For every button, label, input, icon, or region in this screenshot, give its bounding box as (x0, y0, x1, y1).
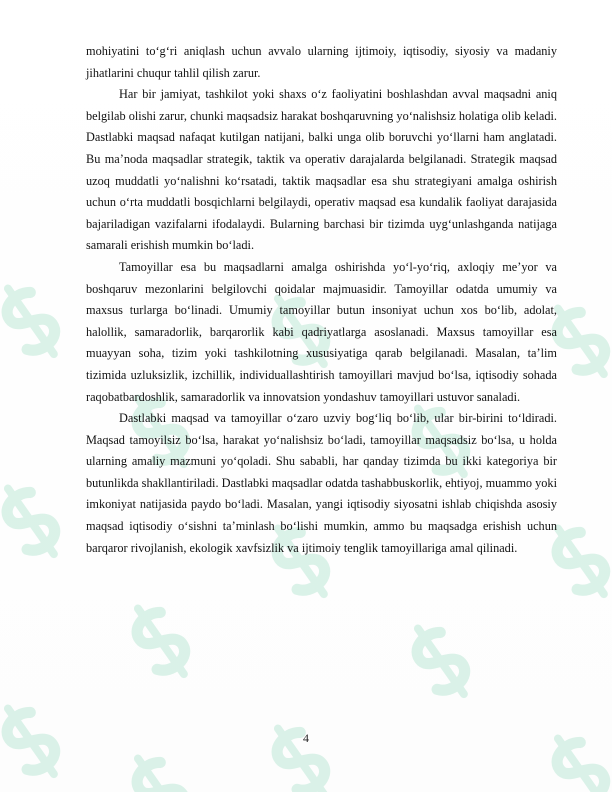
dollar-sign-watermark-icon (122, 599, 197, 685)
document-body (86, 41, 557, 559)
dollar-sign-watermark-icon (0, 479, 67, 565)
page-number: 4 (303, 731, 309, 745)
dollar-sign-watermark-icon (122, 749, 197, 792)
paragraph-1: mohiyatini to‘g‘ri aniqlash uchun avvalo ularning ijtimoiy, iqtisodiy, siyosiy va madaniy jihatlarini chuqur tahlil qilish zarur. (86, 44, 557, 80)
paragraph-3: Tamoyillar esa bu maqsadlarni amalga oshirishda yo‘l-yo‘riq, axloqiy me’yor va boshqaruv mezonlarini belgilovchi qoidalar majmuasidir. Tamoyillar odatda umumiy va maxsus turlarga bo‘linadi. Umumiy tamoyillar butun insoniyat uchun xos bo‘lib, adolat, halollik, samaradorlik, barqarorlik kabi qadriyatlarga asoslanadi. Maxsus tamoyillar esa muayyan soha, tizim yoki tashkilotning xususiyatiga qarab belgilanadi. Masalan, ta’lim tizimida uzluksizlik, izchillik, individuallashtirish tamoyillari mavjud bo‘lsa, iqtisodiy sohada raqobatbardoshlik, samaradorlik va innovatsion yondashuv tamoyillari ustuvor sanaladi. (86, 259, 557, 404)
paragraph-4: Dastlabki maqsad va tamoyillar o‘zaro uzviy bog‘liq bo‘lib, ular bir-birini to‘ldiradi. Maqsad tamoyilsiz bo‘lsa, harakat yo‘nalishsiz bo‘ladi, tamoyillar maqsadsiz bo‘lsa, u holda ularning amaliy mazmuni yo‘qoladi. Shu sababli, har qanday tizimda bu ikki kategoriya bir butunlikda shakllantiriladi. Dastlabki maqsadlar odatda tashabbuskorlik, ehtiyoj, muammo yoki imkoniyat natijasida paydo bo‘ladi. Masalan, yangi iqtisodiy siyosatni ishlab chiqishda asosiy maqsad iqtisodiy o‘sishni ta’minlash bo‘lishi mumkin, ammo bu maqsadga erishish uchun barqaror rivojlanish, ekologik xavfsizlik va ijtimoiy tenglik tamoyillariga amal qilinadi. (86, 411, 557, 555)
dollar-sign-watermark-icon (402, 619, 477, 705)
paragraph-2: Har bir jamiyat, tashkilot yoki shaxs o‘z faoliyatini boshlashdan avval maqsadni aniq belgilab olishi zarur, chunki maqsadsiz harakat boshqaruvning yo‘nalishsiz holatiga olib keladi. Dastlabki maqsad nafaqat kutilgan natijani, balki unga olib boruvchi yo‘llarni ham anglatadi. Bu ma’noda maqsadlar strategik, taktik va operativ darajalarda belgilanadi. Strategik maqsad uzoq muddatli yo‘nalishni ko‘rsatadi, taktik maqsadlar esa shu strategiyani amalga oshirish uchun o‘rta muddatli bosqichlarni belgilaydi, operativ maqsad esa kundalik faoliyat darajasida bajariladigan vazifalarni ifodalaydi. Bularning barchasi bir tizimda uyg‘unlashganda natijaga samarali erishish mumkin bo‘ladi. (86, 87, 557, 253)
dollar-sign-watermark-icon (0, 279, 67, 365)
